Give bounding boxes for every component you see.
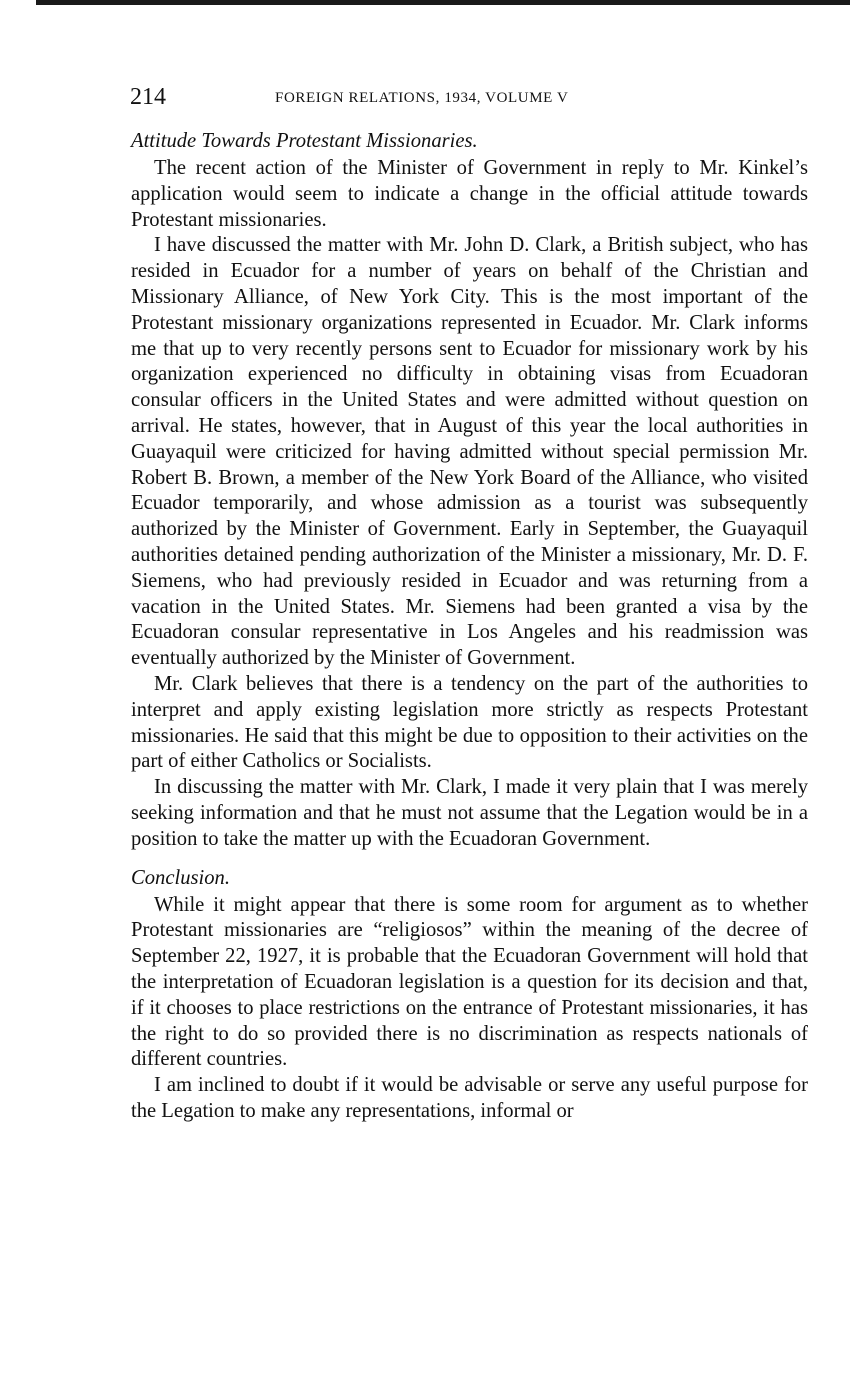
running-head bbox=[130, 84, 808, 114]
paragraph: Mr. Clark believes that there is a tendency on the part of the authorities to interpret and apply existing legislation more strictly as respects Protestant missionaries. He said that this might be due to opposition to their activities on the part of either Catholics or Socialists. bbox=[131, 672, 808, 773]
paragraph: The recent action of the Minister of Government in reply to Mr. Kinkel’s application would seem to indicate a change in the official attitude towards Protestant missionaries. bbox=[131, 157, 808, 231]
paragraph: I have discussed the matter with Mr. John D. Clark, a British subject, who has resided in Ecuador for a number of years on behalf of the Christian and Missionary Alliance, of New York City. This is the most important of the Protestant missionary organizations represented in Ecuador. Mr. Clark informs me that up to very recently persons sent to Ecuador for missionary work by his organization experienced no difficulty in obtaining visas from Ecuadoran consular officers in the United States and were admitted without question on arrival. He states, however, that in August of this year the local authorities in Guayaquil were criticized for having admitted without special permission Mr. Robert B. Brown, a member of the New York Board of the Alliance, who visited Ecuador temporarily, and whose admission as a tourist was subsequently authorized by the Minister of Government. Early in September, the Guayaquil authorities detained pending authorization of the Minister a missionary, Mr. D. F. Siemens, who had previously resided in Ecuador and was returning from a vacation in the United States. Mr. Siemens had been granted a visa by the Ecuadoran consular representative in Los Angeles and his readmission was eventually authorized by the Minister of Government. bbox=[131, 234, 808, 670]
paragraph: In discussing the matter with Mr. Clark, I made it very plain that I was merely seeking information and that he must not assume that the Legation would be in a position to take the matter up with the Ecuadoran Government. bbox=[131, 776, 808, 850]
page-body bbox=[131, 126, 808, 1125]
paragraph: I am inclined to doubt if it would be advisable or serve any useful purpose for the Legation to make any representations, informal or bbox=[131, 1074, 808, 1122]
section-heading-conclusion: Conclusion. bbox=[131, 866, 230, 889]
running-title: FOREIGN RELATIONS, 1934, VOLUME V bbox=[275, 90, 569, 106]
section-heading-attitude: Attitude Towards Protestant Missionaries. bbox=[131, 130, 478, 152]
top-border-rule bbox=[36, 0, 850, 5]
page-number: 214 bbox=[130, 84, 166, 110]
paragraph: While it might appear that there is some room for argument as to whether Protestant missionaries are “religiosos” within the meaning of the decree of September 22, 1927, it is probable that the Ecuadoran Government will hold that the interpretation of Ecuadoran legislation is a question for its decision and that, if it chooses to place restrictions on the entrance of Protestant missionaries, it has the right to do so provided there is no discrimination as respects nationals of different countries. bbox=[131, 893, 808, 1071]
